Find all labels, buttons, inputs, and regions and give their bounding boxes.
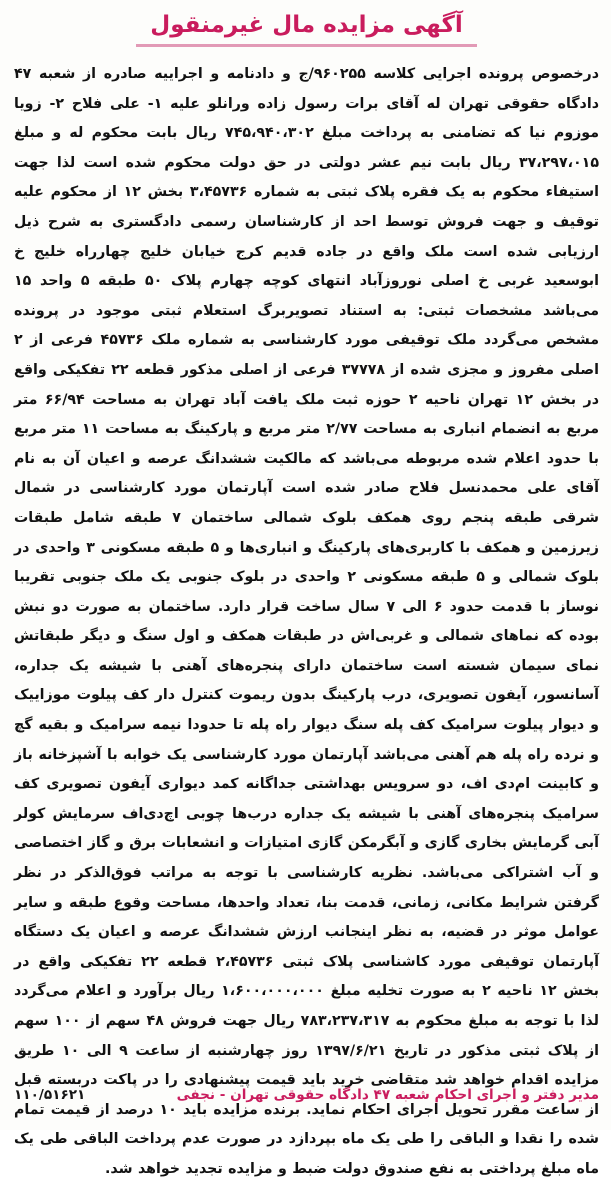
signature: مدیر دفتر و اجرای احکام شعبه ۴۷ دادگاه حقوقی تهران - نجفی [176, 1087, 599, 1103]
title-container [14, 8, 599, 54]
notice-title: آگهی مزایده مال غیرمنقول [136, 8, 476, 47]
notice-code: ۱۱۰/۵۱۶۲۱ [14, 1087, 86, 1103]
notice-footer [14, 1080, 599, 1110]
notice-body: درخصوص پرونده اجرایی کلاسه ۹۶۰۲۵۵/ج و دادنامه و اجراییه صادره از شعبه ۴۷ دادگاه حقوقی تهران له آقای برات رسول زاده ورانلو علیه ۱- علی فلاح ۲- زویا موزوم نیا که تضامنی به پرداخت مبلغ ۷۴۵،۹۴۰،۳۰۲ ریال بابت محکوم له و مبلغ ۳۷،۲۹۷،۰۱۵ ریال بابت نیم عشر دولتی در حق دولت محکوم شده است لذا جهت استیفاء محکوم به یک فقره پلاک ثبتی به شماره ۳،۴۵۷۳۶ بخش ۱۲ از محکوم علیه توقیف و جهت فروش توسط احد از کارشناسان رسمی دادگستری به شرح ذیل ارزیابی شده است ملک واقع در جاده قدیم کرج خیابان خلیج چهارراه خلیج خ ابوسعید غربی خ اصلی نوروزآباد انتهای کوچه چهارم پلاک ۵۰ طبقه ۵ واحد ۱۵ می‌باشد مشخصات ثبتی: به استناد تصویربرگ استعلام ثبتی موجود در پرونده مشخص می‌گردد ملک توقیفی مورد کارشناسی به شماره ملک ۴۵۷۳۶ فرعی از ۲ اصلی مفروز و مجزی شده از ۳۷۷۷۸ فرعی از اصلی مذکور قطعه ۲۲ تفکیکی واقع در بخش ۱۲ تهران ناحیه ۲ حوزه ثبت ملک یافت آباد تهران به مساحت ۶۶/۹۴ متر مربع به انضمام انباری به مساحت ۲/۷۷ متر مربع و پارکینگ به مساحت ۱۱ متر مربع با حدود اعلام شده مربوطه می‌باشد که مالکیت ششدانگ عرصه و اعیان آن به نام آقای علی محمدنسل فلاح صادر شده است آپارتمان مورد کارشناسی در شمال شرقی طبقه پنجم روی همکف بلوک شمالی ساختمان ۷ طبقه شامل طبقات زیرزمین و همکف با کاربری‌های پارکینگ و انباری‌ها و ۵ طبقه مسکونی ۳ واحدی در بلوک شمالی و ۵ طبقه مسکونی ۲ واحدی در بلوک جنوبی یک ملک جنوبی تقریبا نوساز با قدمت حدود ۶ الی ۷ سال ساخت قرار دارد. ساختمان به صورت دو نبش بوده که نماهای شمالی و غربی‌اش در طبقات همکف و اول سنگ و دیگر طبقاتش نمای سیمان شسته است ساختمان دارای پنجره‌های آهنی با شیشه یک جداره، آسانسور، آیفون تصویری، درب پارکینگ بدون ریموت کنترل دار کف پیلوت موزاییک و دیوار پیلوت سرامیک کف پله سنگ دیوار راه پله تا حدودا نیمه سرامیک و بقیه گچ و نرده راه پله هم آهنی می‌باشد آپارتمان مورد کارشناسی یک خوابه با آشپزخانه باز و کابینت ام‌دی اف، دو سرویس بهداشتی جداگانه کمد دیواری آیفون تصویری کف سرامیک پنجره‌های آهنی با شیشه یک جداره درب‌ها چوبی اچ‌دی‌اف سرمایش کولر آبی گرمایش بخاری گازی و آبگرمکن گازی امتیازات و انشعابات برق و گاز اختصاصی و آب اشتراکی می‌باشد. نظریه کارشناسی با توجه به مراتب فوق‌الذکر در نظر گرفتن شرایط مکانی، زمانی، قدمت بنا، تعداد واحدها، مساحت وقوع طبقه و سایر عوامل موثر در قضیه، به نظر اینجانب ارزش ششدانگ عرصه و اعیان یک دستگاه آپارتمان توقیفی مورد کاشناسی پلاک ثبتی ۲،۴۵۷۳۶ قطعه ۲۲ تفکیکی واقع در بخش ۱۲ ناحیه ۲ به صورت تخلیه مبلغ ۱،۶۰۰،۰۰۰،۰۰۰ ریال برآورد و اعلام می‌گردد لذا با توجه به مبلغ محکوم به ۷۸۳،۲۳۷،۳۱۷ ریال جهت فروش ۴۸ سهم از ۱۰۰ سهم از پلاک ثبتی مذکور در تاریخ ۱۳۹۷/۶/۲۱ روز چهارشنبه از ساعت ۹ الی ۱۰ طریق مزایده اقدام خواهد شد متقاضی خرید باید قیمت پیشنهادی را در پاکت دربسته قبل از ساعت مقرر تحویل اجرای احکام نماید. برنده مزایده باید ۱۰ درصد از قیمت تمام شده را نقدا و الباقی را طی یک ماه بپردازد در صورت عدم پرداخت الباقی طی یک ماه مبلغ پرداختی به نفع صندوق دولت ضبط و مزایده تجدید خواهد شد. [14, 66, 600, 1177]
